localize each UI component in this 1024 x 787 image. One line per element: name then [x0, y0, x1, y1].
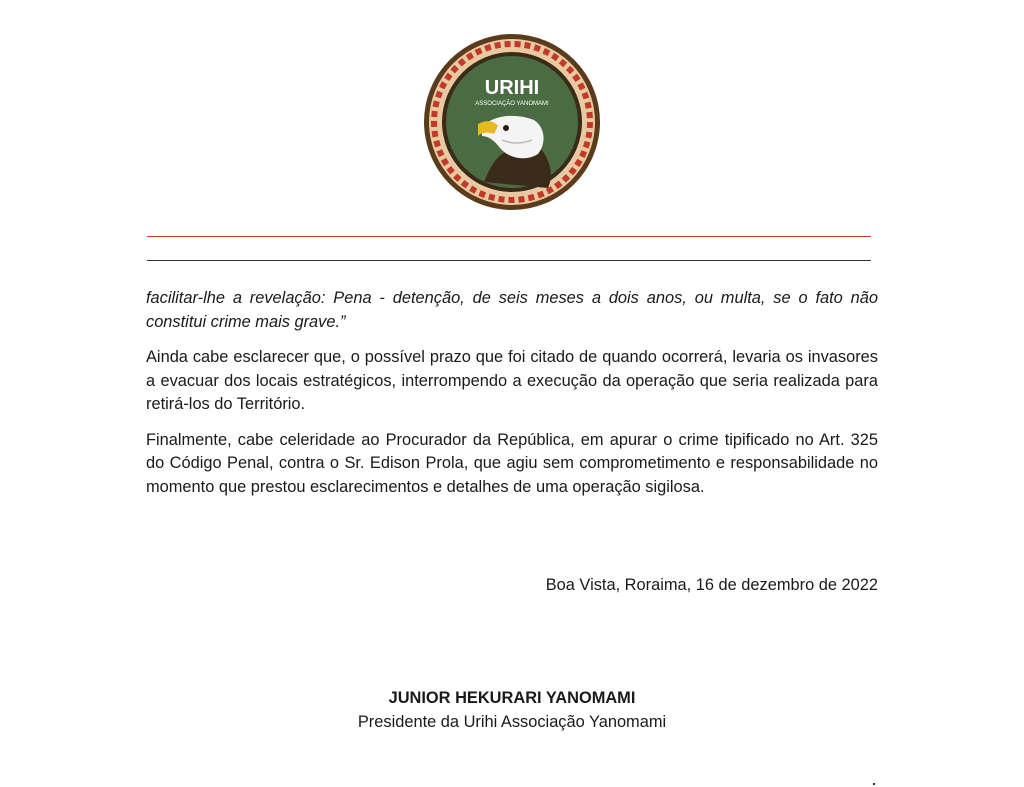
letter-body	[146, 287, 878, 511]
decorative-dot	[873, 783, 875, 785]
paragraph-quote: facilitar-lhe a revelação: Pena - detenção, de seis meses a dois anos, ou multa, se o fato não constitui crime mais grave.”	[146, 289, 878, 331]
signature-block	[0, 686, 1024, 734]
paragraph-clarification: Ainda cabe esclarecer que, o possível prazo que foi citado de quando ocorrerá, levaria os invasores a evacuar dos locais estratégicos, interrompendo a execução da operação que seria realizada para retirá-los do Território.	[146, 348, 878, 413]
place-date: Boa Vista, Roraima, 16 de dezembro de 2022	[545, 576, 878, 594]
paragraph-conclusion: Finalmente, cabe celeridade ao Procurador da República, em apurar o crime tipificado no Art. 325 do Código Penal, contra o Sr. Edison Prola, que agiu sem comprometimento e responsabilidade no momento que prestou esclarecimentos e detalhes de uma operação sigilosa.	[146, 430, 878, 496]
header-rule-black	[147, 260, 871, 261]
signatory-role: Presidente da Urihi Associação Yanomami	[357, 713, 667, 731]
urihi-logo	[422, 32, 602, 212]
header-rule-red	[147, 236, 871, 237]
signatory-name: JUNIOR HEKURARI YANOMAMI	[388, 689, 636, 707]
logo-title: URIHI	[484, 77, 540, 99]
logo-subtitle: ASSOCIAÇÃO YANOMAMI	[475, 101, 549, 107]
